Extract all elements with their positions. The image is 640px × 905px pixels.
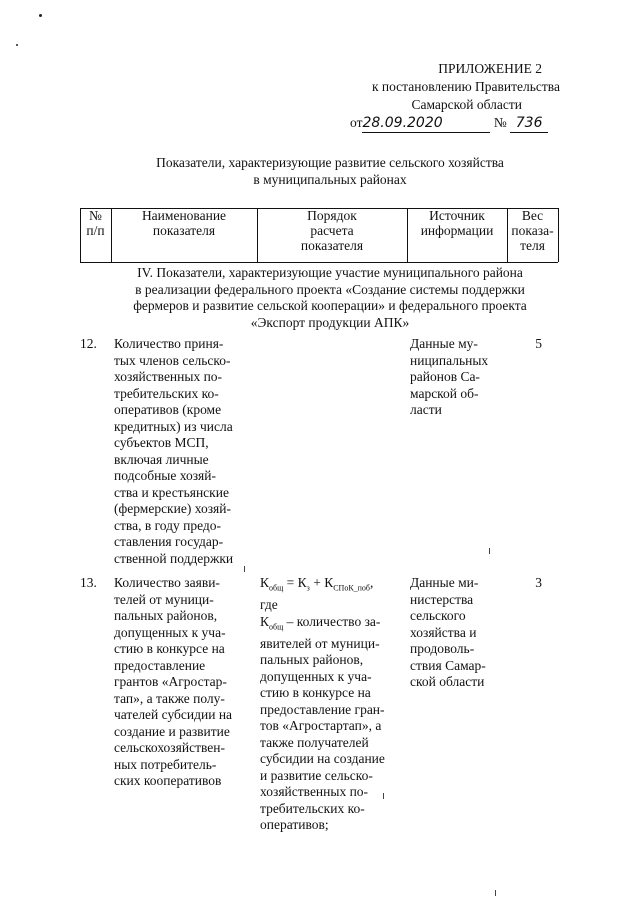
date-prefix: от <box>350 115 363 130</box>
formula-plus: + <box>309 575 325 590</box>
row-13-source-line: Данные ми- <box>410 575 479 590</box>
row-12-name-line: хозяйственных по- <box>114 369 223 384</box>
row-13-method-line: пальных районов, <box>260 652 364 668</box>
definition-text: – количество за- <box>283 613 381 629</box>
title-line-1: Показатели, характеризующие развитие сельского хозяйства <box>156 155 504 170</box>
row-13-name-line: ных потребитель- <box>114 756 217 772</box>
row-13-method-line: оперативов; <box>260 817 329 833</box>
row-13-name-line: сельскохозяйствен- <box>114 740 225 755</box>
formula-k-z: К <box>297 575 307 590</box>
header-source-line: информации <box>420 223 494 238</box>
row-12-name-line: ставления государ- <box>114 534 224 549</box>
scan-mark <box>244 566 245 572</box>
row-13-method-line: субсидии на создание <box>260 751 385 767</box>
row-13-name-line: тап», а также полу- <box>114 690 225 706</box>
row-12-source <box>410 336 503 419</box>
section-line: IV. Показатели, характеризующие участие муниципального района <box>137 265 523 280</box>
header-weight-line: Вес <box>521 208 544 223</box>
row-12-source-line: марской об- <box>410 385 479 401</box>
table-header-bottom-border <box>80 262 558 263</box>
title-line-2: в муниципальных районах <box>253 172 407 187</box>
row-13-source-line: сельского <box>410 608 466 623</box>
formula-comma: , <box>370 575 374 590</box>
row-13-name-line: чателей субсидии на <box>114 707 233 722</box>
row-12-name <box>114 336 252 567</box>
formula-equals: = <box>283 575 298 590</box>
header-source-line: Источник <box>429 208 485 223</box>
header-weight-line: теля <box>520 238 545 253</box>
row-13-weight: 3 <box>535 575 542 590</box>
date-line <box>330 114 560 133</box>
row-12-name-line: субъектов МСП, <box>114 435 209 450</box>
row-12-name-line: подсобные хозяй- <box>114 468 216 483</box>
row-12-weight: 5 <box>535 336 542 351</box>
row-13-method-line: явителей от муници- <box>260 635 380 651</box>
section-line: в реализации федерального проекта «Создание системы поддержки <box>135 281 525 297</box>
row-13-num: 13. <box>80 575 97 590</box>
appendix-line-2: к постановлению Правительства <box>371 79 560 94</box>
row-13-name-line: Количество заяви- <box>114 575 220 590</box>
scan-mark <box>489 548 490 554</box>
row-13-method-line: стию в конкурсе на <box>260 685 371 701</box>
row-13-name-line: допущенных к уча- <box>114 624 226 640</box>
row-12-name-line: тых членов сельско- <box>114 352 231 368</box>
header-weight-line: показа- <box>511 223 554 238</box>
header-cell-method <box>257 208 407 260</box>
appendix-header <box>330 60 560 133</box>
header-method-line: Порядок <box>307 208 357 223</box>
header-num-line: № <box>89 208 102 223</box>
row-13-method-line: хозяйственных по- <box>260 784 369 800</box>
row-13-name-line: телей от муници- <box>114 591 214 607</box>
row-12-name-line: ства, в году предо- <box>114 517 222 533</box>
formula-k-total: К <box>260 575 270 590</box>
header-cell-weight <box>507 208 558 260</box>
row-13-name-line: пальных районов, <box>114 608 218 623</box>
header-cell-source <box>407 208 507 260</box>
row-12-source-line: ласти <box>410 402 442 417</box>
row-13-source-line: ской области <box>410 674 485 689</box>
formula-k-spok-sub: СПоК_поб <box>333 583 371 593</box>
row-13-name-line: создание и развитие <box>114 723 230 739</box>
definition-k-sub: общ <box>269 622 284 632</box>
row-13-name <box>114 575 252 790</box>
row-12-num: 12. <box>80 336 97 351</box>
row-13-formula <box>260 575 402 597</box>
scan-dot <box>39 14 42 17</box>
row-13-method-line: и развитие сельско- <box>260 767 373 783</box>
row-13-name-line: грантов «Агростар- <box>114 674 227 689</box>
row-13-source <box>410 575 503 691</box>
row-13-method <box>260 575 402 834</box>
row-13-method-where: где <box>260 597 278 613</box>
row-13-name-line: стию в конкурсе на <box>114 641 225 656</box>
date-value: 28.09.2020 <box>362 114 490 133</box>
row-12-name-line: Количество приня- <box>114 336 224 351</box>
number-value: 736 <box>510 114 548 133</box>
header-num-line: п/п <box>86 223 105 238</box>
section-heading <box>100 265 560 331</box>
row-13-source-line: продоволь- <box>410 641 475 656</box>
section-line: фермеров и развитие сельской кооперации» и федерального проекта <box>133 298 527 313</box>
row-13-name-line: ских кооперативов <box>114 773 222 788</box>
row-13-k-definition <box>260 614 402 636</box>
row-12-source-line: районов Са- <box>410 369 480 384</box>
scan-mark <box>383 793 384 799</box>
row-12-name-line: кредитных) из числа <box>114 418 233 434</box>
scan-mark <box>495 890 496 896</box>
row-13-source-line: хозяйства и <box>410 624 477 640</box>
definition-k: К <box>260 613 270 629</box>
header-method-line: показателя <box>300 238 364 253</box>
row-13-name-line: предоставление <box>114 657 206 673</box>
table-border-right <box>558 208 559 262</box>
row-13-method-line: требительских ко- <box>260 800 365 816</box>
formula-k-spok: К <box>324 575 334 590</box>
document-title <box>100 154 560 188</box>
row-13-source-line: ствия Самар- <box>410 657 486 673</box>
row-13-source-line: нистерства <box>410 591 474 607</box>
formula-k-z-sub: з <box>306 583 310 593</box>
row-12-name-line: требительских ко- <box>114 385 219 401</box>
row-13-method-line: тов «Агростартап», а <box>260 718 382 734</box>
row-13-method-line: предоставление гран- <box>260 701 385 717</box>
header-method-line: расчета <box>310 223 354 238</box>
row-12-name-line: включая личные <box>114 451 209 467</box>
section-line: «Экспорт продукции АПК» <box>250 314 410 330</box>
header-name-line: показателя <box>152 223 216 238</box>
header-cell-num <box>80 208 111 260</box>
row-13-method-line: допущенных к уча- <box>260 668 372 684</box>
scan-dot <box>16 44 18 46</box>
row-12-name-line: оперативов (кроме <box>114 402 222 417</box>
row-13-method-line: также получателей <box>260 734 369 750</box>
number-prefix: № <box>493 115 507 130</box>
row-12-source-line: ниципальных <box>410 352 489 368</box>
row-12-name-line: (фермерские) хозяй- <box>114 501 231 516</box>
appendix-line-3: Самарской области <box>411 97 522 112</box>
header-name-line: Наименование <box>141 208 227 223</box>
row-12-name-line: ства и крестьянские <box>114 484 229 500</box>
appendix-title: ПРИЛОЖЕНИЕ 2 <box>438 61 542 76</box>
row-12-name-line: ственной поддержки <box>114 550 234 566</box>
header-cell-name <box>111 208 257 260</box>
formula-k-total-sub: общ <box>269 583 284 593</box>
row-12-source-line: Данные му- <box>410 336 478 351</box>
